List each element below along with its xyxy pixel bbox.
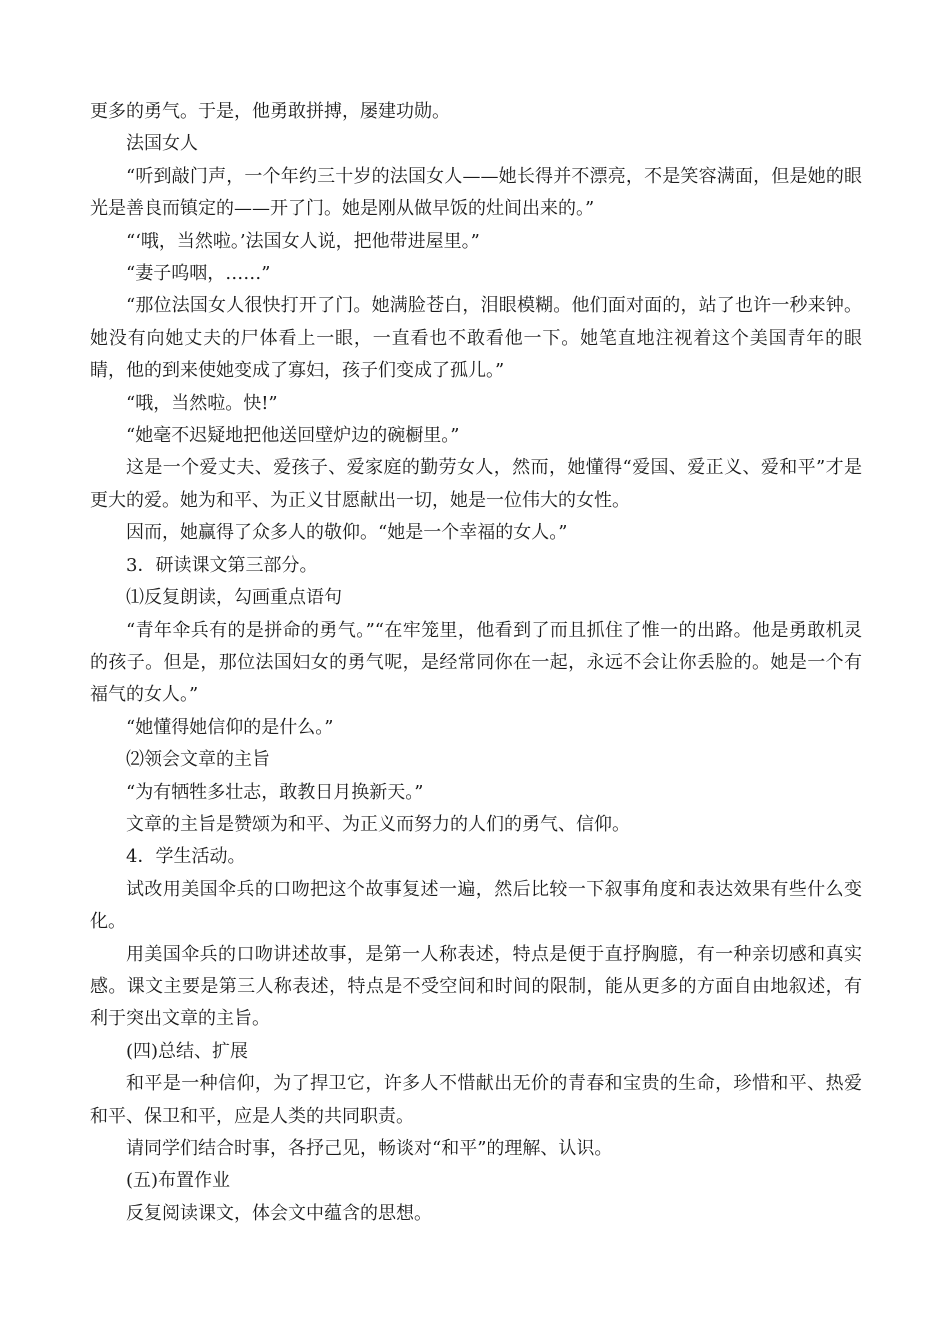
quote-paragraph: “那位法国女人很快打开了门。她满脸苍白，泪眼模糊。他们面对面的，站了也许一秒来钟。她没有向她丈夫的尸体看上一眼，一直看也不敢看他一下。她笔直地注视着这个美国青年的眼睛，他的到来使她变成了寡妇，孩子们变成了孤儿。” <box>90 295 862 382</box>
analysis-paragraph: 这是一个爱丈夫、爱孩子、爱家庭的勤劳女人，然而，她懂得“爱国、爱正义、爱和平”才是更大的爱。她为和平、为正义甘愿献出一切，她是一位伟大的女性。 <box>90 457 862 511</box>
sub-heading: ⑵领会文章的主旨 <box>126 749 270 771</box>
quote-paragraph: “她懂得她信仰的是什么。” <box>126 716 334 738</box>
section-heading-summary: (四)总结、扩展 <box>126 1040 249 1062</box>
document-body <box>90 96 862 1230</box>
analysis-paragraph: 文章的主旨是赞颂为和平、为正义而努力的人们的勇气、信仰。 <box>126 813 630 835</box>
paragraph-continuation: 更多的勇气。于是，他勇敢拼搏，屡建功勋。 <box>90 101 450 122</box>
quote-paragraph: “她毫不迟疑地把他送回壁炉边的碗橱里。” <box>126 425 460 447</box>
analysis-paragraph: 因而，她赢得了众多人的敬仰。“她是一个幸福的女人。” <box>126 522 568 544</box>
summary-paragraph: 和平是一种信仰，为了捍卫它，许多人不惜献出无价的青春和宝贵的生命，珍惜和平、热爱和平、保卫和平，应是人类的共同职责。 <box>90 1073 862 1127</box>
step-heading: 4．学生活动。 <box>126 846 246 868</box>
step-heading: 3．研读课文第三部分。 <box>126 554 318 576</box>
quote-paragraph: “‘哦，当然啦。’法国女人说，把他带进屋里。” <box>126 230 480 252</box>
homework-paragraph: 反复阅读课文，体会文中蕴含的思想。 <box>126 1202 432 1224</box>
activity-paragraph: 试改用美国伞兵的口吻把这个故事复述一遍，然后比较一下叙事角度和表达效果有些什么变化。 <box>90 878 862 933</box>
quote-paragraph: “青年伞兵有的是拼命的勇气。”“在牢笼里，他看到了而且抓住了惟一的出路。他是勇敢机灵的孩子。但是，那位法国妇女的勇气呢，是经常同你在一起，永远不会让你丢脸的。她是一个有福气的女人。” <box>90 619 862 706</box>
quote-paragraph: “听到敲门声，一个年约三十岁的法国女人——她长得并不漂亮，不是笑容满面，但是她的眼光是善良而镇定的——开了门。她是刚从做早饭的灶间出来的。” <box>90 165 862 220</box>
section-heading-french-woman: 法国女人 <box>126 133 198 155</box>
summary-paragraph: 请同学们结合时事，各抒己见，畅谈对“和平”的理解、认识。 <box>126 1138 613 1159</box>
quote-paragraph: “为有牺牲多壮志，敢教日月换新天。” <box>126 781 424 803</box>
quote-paragraph: “哦，当然啦。快!” <box>126 392 278 414</box>
quote-paragraph: “妻子呜咽，……” <box>126 263 271 285</box>
activity-paragraph: 用美国伞兵的口吻讲述故事，是第一人称表述，特点是便于直抒胸臆，有一种亲切感和真实感。课文主要是第三人称表述，特点是不受空间和时间的限制，能从更多的方面自由地叙述，有利于突出文章的主旨。 <box>90 943 862 1030</box>
section-heading-homework: (五)布置作业 <box>126 1170 231 1192</box>
sub-heading: ⑴反复朗读，勾画重点语句 <box>126 587 342 609</box>
